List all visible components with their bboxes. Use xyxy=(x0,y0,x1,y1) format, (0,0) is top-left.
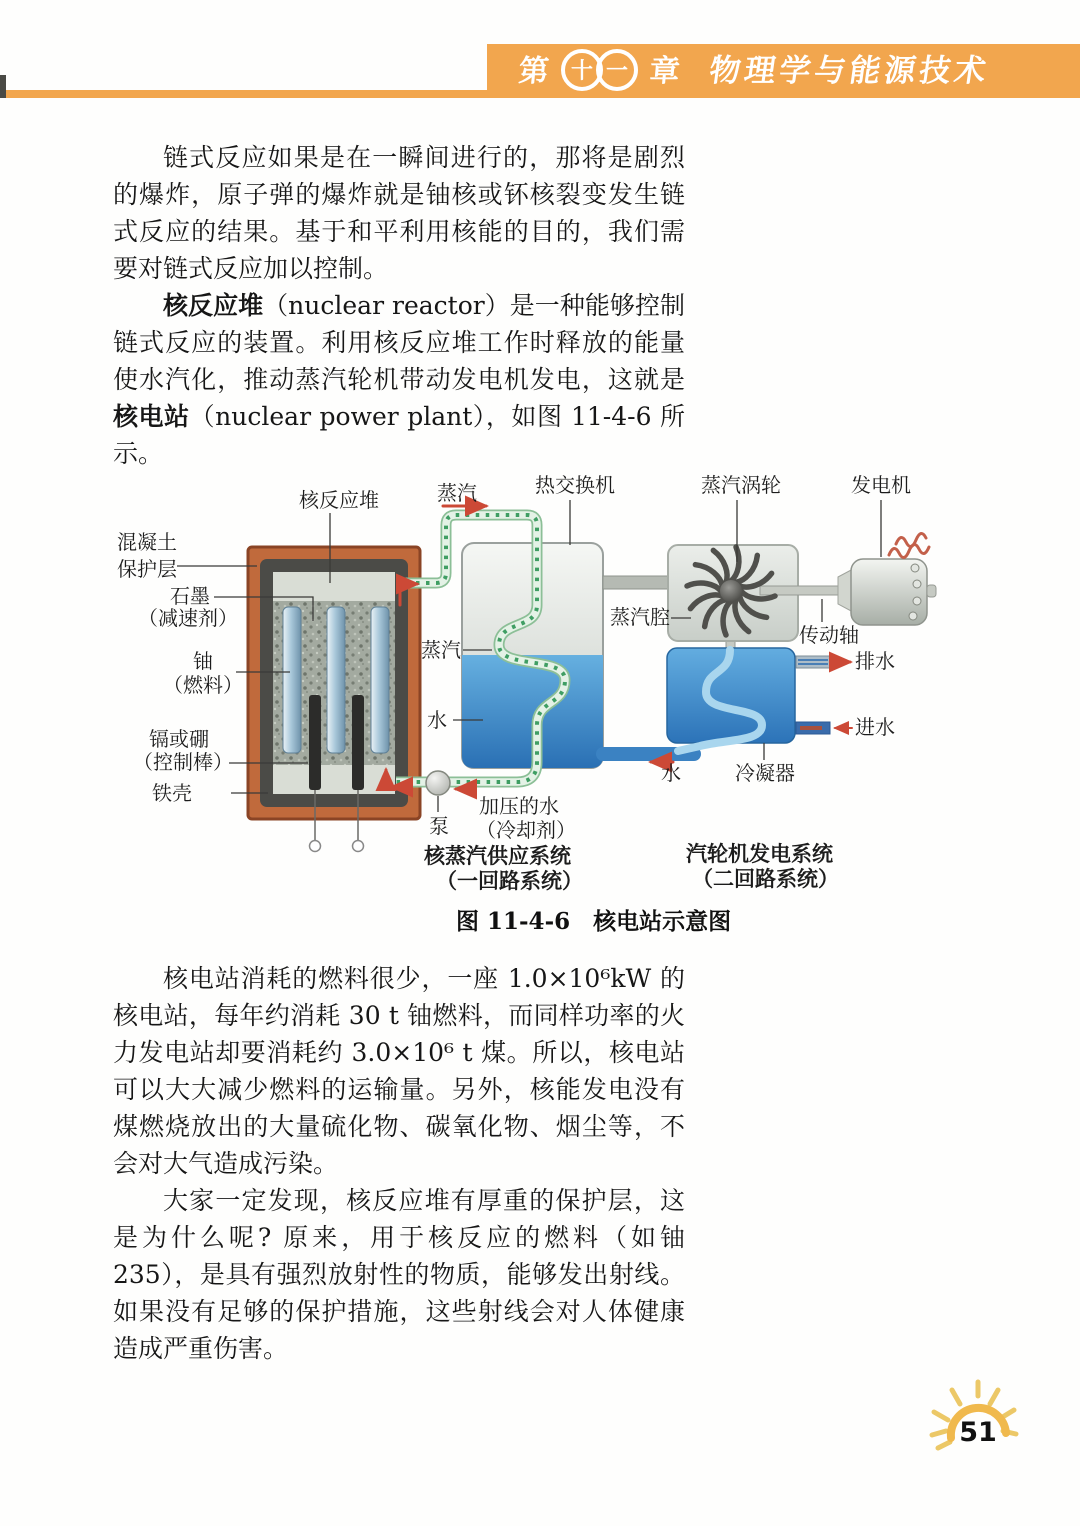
label-condenser: 冷凝器 xyxy=(735,761,795,785)
text-block-2 xyxy=(113,960,685,1367)
page-number-sun xyxy=(922,1378,1022,1458)
chapter-number-circles xyxy=(561,49,638,91)
label-control-1: 镉或硼 xyxy=(149,727,209,751)
label-pressurized-2: （冷却剂） xyxy=(476,818,576,842)
label-primary-system-2: （一回路系统） xyxy=(436,868,583,893)
label-uranium-1: 铀 xyxy=(193,649,213,673)
label-steam-top: 蒸汽 xyxy=(437,481,477,505)
chapter-title: 物理学与能源技术 xyxy=(706,53,993,89)
condenser-box xyxy=(603,637,830,754)
label-generator: 发电机 xyxy=(851,473,911,497)
generator-unit xyxy=(838,533,936,625)
steam-duct xyxy=(603,576,669,589)
paragraph-radiation-protection: 大家一定发现，核反应堆有厚重的保护层，这是为什么呢? 原来，用于核反应的燃料（如铀235），是具有强烈放射性的物质，能够发出射线。如果没有足够的保护措施，这些射线会对人体健康造成严重伤害。 xyxy=(113,1186,685,1363)
label-water-bottom: 水 xyxy=(661,761,681,785)
label-primary-system-1: 核蒸汽供应系统 xyxy=(424,843,571,868)
text-block-1 xyxy=(113,139,685,472)
label-concrete-2: 保护层 xyxy=(117,557,177,581)
chapter-number-circle-1: 十 xyxy=(561,49,603,91)
chapter-header xyxy=(487,44,1080,91)
chapter-number-circle-2: 一 xyxy=(596,49,638,91)
label-drain: 排水 xyxy=(855,649,895,673)
figure-caption: 图 11-4-6 核电站示意图 xyxy=(456,908,732,935)
label-pressurized-1: 加压的水 xyxy=(479,794,559,818)
label-steam-chamber: 蒸汽腔 xyxy=(610,605,670,629)
header-notch xyxy=(0,75,6,98)
page-number: 51 xyxy=(959,1417,997,1448)
label-steam-mid: 蒸汽 xyxy=(421,638,461,662)
figure-nuclear-power-plant xyxy=(0,455,1080,955)
label-shell: 铁壳 xyxy=(152,781,192,805)
reactor-vessel xyxy=(248,547,420,852)
generator-coil xyxy=(889,533,929,557)
label-graphite-1: 石墨 xyxy=(170,584,210,608)
label-heat-exchanger: 热交换机 xyxy=(535,473,615,497)
label-pump: 泵 xyxy=(429,814,449,838)
label-control-2: （控制棒） xyxy=(133,750,233,774)
pump-ball xyxy=(426,771,450,795)
paragraph-chain-reaction: 链式反应如果是在一瞬间进行的，那将是剧烈的爆炸，原子弹的爆炸就是铀核或钚核裂变发生链式反应的结果。基于和平利用核能的目的，我们需要对链式反应加以控制。 xyxy=(113,143,685,283)
label-concrete-1: 混凝土 xyxy=(117,530,177,554)
label-secondary-system-2: （二回路系统） xyxy=(692,866,839,891)
chapter-suffix: 章 xyxy=(648,53,682,89)
paragraph-fuel-consumption: 核电站消耗的燃料很少，一座 1.0×10⁶kW 的核电站，每年约消耗 30 t 铀燃料，而同样功率的火力发电站却要消耗约 3.0×10⁶ t 煤。所以，核电站可以大大减少燃料的运输量。另外，核能发电没有煤燃烧放出的大量硫化物、碳氧化物、烟尘等，不会对大气造成污染。 xyxy=(113,964,685,1178)
label-uranium-2: （燃料） xyxy=(163,673,243,697)
chapter-prefix: 第 xyxy=(517,53,551,89)
label-drive-shaft: 传动轴 xyxy=(799,623,859,647)
label-reactor: 核反应堆 xyxy=(299,488,379,512)
header-strip xyxy=(0,90,1080,98)
paragraph-nuclear-reactor: 核反应堆（nuclear reactor）是一种能够控制链式反应的装置。利用核反应堆工作时释放的能量使水汽化，推动蒸汽轮机带动发电机发电，这就是核电站（nuclear power plant），如图 11-4-6 所示。 xyxy=(113,291,685,468)
label-graphite-2: （减速剂） xyxy=(138,606,238,630)
label-secondary-system-1: 汽轮机发电系统 xyxy=(686,841,833,866)
label-water-left: 水 xyxy=(427,708,447,732)
label-steam-turbine: 蒸汽涡轮 xyxy=(701,473,781,497)
label-intake: 进水 xyxy=(855,715,895,739)
